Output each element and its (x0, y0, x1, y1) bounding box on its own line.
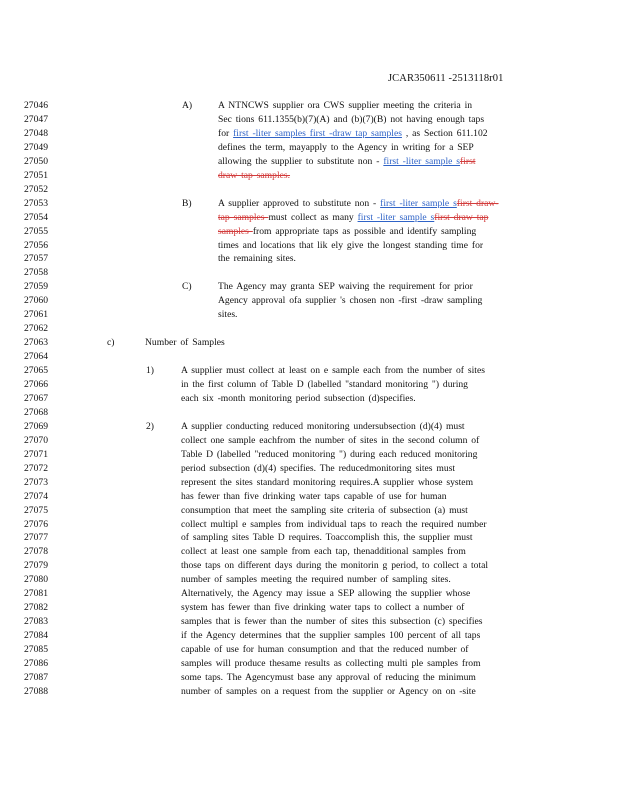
line-number: 27085 (24, 644, 48, 656)
document-line (0, 252, 618, 266)
document-header-id: JCAR350611 -2513118r01 (388, 73, 504, 84)
text-segment: consumption that meet the sampling site criteria of subsection (a) must (181, 504, 468, 516)
line-text (218, 252, 296, 266)
line-text (218, 239, 483, 253)
document-line (0, 545, 618, 559)
line-number: 27088 (24, 685, 48, 697)
document-line (0, 280, 618, 294)
text-segment: , as Section 611.102 (401, 127, 488, 139)
line-text (145, 336, 225, 350)
line-number: 27070 (24, 434, 48, 446)
document-line (0, 183, 618, 197)
line-text (218, 169, 290, 183)
text-segment: for (218, 127, 234, 139)
line-text (218, 141, 474, 155)
line-number: 27047 (24, 113, 48, 125)
line-text (181, 518, 487, 532)
line-number: 27067 (24, 392, 48, 404)
line-number: 27048 (24, 127, 48, 139)
line-text (181, 573, 451, 587)
line-number: 27081 (24, 588, 48, 600)
line-text (181, 657, 481, 671)
text-segment: samples that is fewer than the number of sites this subsection (c) specifies (181, 616, 483, 628)
line-text (181, 559, 488, 573)
document-line (0, 601, 618, 615)
document-line (0, 141, 618, 155)
document-line (0, 615, 618, 629)
line-text (218, 225, 476, 239)
line-text (181, 587, 470, 601)
item-label: B) (182, 197, 192, 209)
line-number: 27049 (24, 141, 48, 153)
item-label: A) (182, 100, 193, 111)
line-text (218, 308, 237, 322)
line-number: 27075 (24, 504, 48, 516)
deleted-text: tap samples (218, 211, 269, 223)
line-text (181, 504, 468, 518)
text-segment: collect multipl e samples from individual taps to reach the required number (181, 518, 487, 530)
text-segment: those taps on different days during the monitorin g period, to collect a total (181, 560, 489, 572)
line-number: 27069 (24, 420, 48, 432)
document-line (0, 685, 618, 699)
text-segment: represent the sites standard monitoring requires.A supplier whose system (181, 476, 474, 488)
line-number: 27076 (24, 518, 48, 530)
line-text (181, 643, 468, 657)
deleted-text: first draw- (456, 197, 499, 209)
line-number: 27057 (24, 253, 48, 265)
inserted-text: first -liter sample s (383, 155, 461, 167)
line-number: 27074 (24, 490, 48, 502)
line-number: 27077 (24, 532, 48, 544)
text-segment: A NTNCWS supplier ora CWS supplier meeting the criteria in (218, 100, 473, 111)
document-line (0, 462, 618, 476)
document-line (0, 99, 618, 113)
text-segment: has fewer than five drinking water taps capable of use for human (181, 490, 447, 502)
document-line (0, 629, 618, 643)
line-text (181, 448, 477, 462)
document-line (0, 518, 618, 532)
text-segment: Table D (labelled "reduced monitoring ") during each reduced monitoring (181, 448, 478, 460)
line-number: 27079 (24, 560, 48, 572)
line-text (181, 685, 476, 699)
line-number: 27066 (24, 379, 48, 390)
line-number: 27086 (24, 658, 48, 669)
line-text (218, 197, 499, 211)
text-segment: defines the term, mayapply to the Agency in writing for a SEP (218, 141, 474, 153)
text-segment: number of samples meeting the required number of sampling sites. (181, 574, 451, 586)
document-line (0, 476, 618, 490)
text-segment: samples will produce thesame results as collecting multi ple samples from (181, 658, 481, 669)
text-segment: some taps. The Agencymust base any approval of reducing the minimum (181, 671, 476, 683)
line-text (181, 545, 466, 559)
line-text (181, 615, 482, 629)
line-number: 27055 (24, 225, 48, 237)
line-number: 27073 (24, 476, 48, 488)
line-number: 27058 (24, 267, 48, 279)
document-line (0, 657, 618, 671)
line-text (218, 211, 488, 225)
line-number: 27071 (24, 448, 48, 460)
text-segment: from appropriate taps as possible and identify sampling (252, 225, 477, 237)
line-number: 27080 (24, 574, 48, 586)
line-text (181, 392, 416, 406)
line-text (181, 462, 455, 476)
line-text (181, 420, 465, 434)
line-number: 27072 (24, 462, 48, 474)
line-number: 27054 (24, 211, 48, 223)
document-line (0, 490, 618, 504)
text-segment: number of samples on a request from the supplier or Agency on on -site (181, 685, 476, 697)
text-segment: each six -month monitoring period subsection (d)specifies. (181, 392, 416, 404)
line-text (181, 601, 464, 615)
line-number: 27068 (24, 406, 48, 418)
text-segment: Agency approval ofa supplier 's chosen non -first -draw sampling (218, 295, 483, 307)
line-text (181, 671, 476, 685)
line-text (181, 434, 479, 448)
document-line (0, 225, 618, 239)
text-segment: A supplier must collect at least on e sample each from the number of sites (181, 365, 485, 377)
deleted-text: samples (218, 225, 253, 237)
text-segment: if the Agency determines that the supplier samples 100 percent of all taps (181, 630, 481, 642)
document-line (0, 364, 618, 378)
line-text (218, 294, 482, 308)
line-number: 27059 (24, 281, 48, 293)
document-line (0, 671, 618, 685)
text-segment: Number of Samples (145, 337, 225, 349)
document-line (0, 559, 618, 573)
text-segment: in the first column of Table D (labelled "standard monitoring ") during (181, 379, 468, 390)
deleted-text: draw tap samples. (218, 169, 291, 181)
line-number: 27082 (24, 602, 48, 614)
text-segment: collect one sample eachfrom the number of sites in the second column of (181, 434, 480, 446)
text-segment: sites. (218, 309, 238, 321)
line-text (181, 490, 447, 504)
document-line (0, 587, 618, 601)
document-line (0, 239, 618, 253)
document-line (0, 211, 618, 225)
text-segment: times and locations that lik ely give the longest standing time for (218, 239, 484, 251)
inserted-text: first -liter sample s (357, 211, 435, 223)
deleted-text: first (460, 155, 476, 167)
text-segment: collect at least one sample from each tap, thenadditional samples from (181, 546, 466, 558)
line-number: 27050 (24, 155, 48, 167)
document-line (0, 504, 618, 518)
document-line (0, 406, 618, 420)
line-number: 27062 (24, 323, 48, 335)
document-line (0, 350, 618, 364)
text-segment: of sampling sites Table D requires. Toaccomplish this, the supplier must (181, 532, 473, 544)
document-line (0, 127, 618, 141)
item-label: 1) (146, 365, 154, 377)
line-text (218, 113, 484, 127)
line-number: 27046 (24, 100, 48, 111)
document-line (0, 266, 618, 280)
line-number: 27051 (24, 169, 48, 181)
text-segment: must collect as many (268, 211, 358, 223)
line-number: 27056 (24, 239, 48, 251)
line-number: 27084 (24, 630, 48, 642)
line-number: 27053 (24, 197, 48, 209)
text-segment: the remaining sites. (218, 253, 296, 265)
text-segment: period subsection (d)(4) specifies. The reducedmonitoring sites must (181, 462, 456, 474)
line-number: 27060 (24, 295, 48, 307)
line-number: 27064 (24, 351, 48, 363)
deleted-text: first draw tap (434, 211, 489, 223)
document-line (0, 336, 618, 350)
line-number: 27061 (24, 309, 48, 321)
document-line (0, 169, 618, 183)
document-line (0, 294, 618, 308)
document-line (0, 378, 618, 392)
text-segment: A supplier conducting reduced monitoring undersubsection (d)(4) must (181, 420, 465, 432)
document-line (0, 392, 618, 406)
line-text (181, 629, 480, 643)
text-segment: allowing the supplier to substitute non - (218, 155, 384, 167)
text-segment: Alternatively, the Agency may issue a SEP allowing the supplier whose (181, 588, 471, 600)
document-line (0, 113, 618, 127)
item-label: c) (107, 337, 115, 349)
line-text (218, 155, 476, 169)
line-text (181, 476, 473, 490)
line-number: 27078 (24, 546, 48, 558)
line-text (181, 364, 485, 378)
document-line (0, 643, 618, 657)
text-segment: Sec tions 611.1355(b)(7)(A) and (b)(7)(B) not having enough taps (218, 113, 485, 125)
inserted-text: first -liter sample s (380, 197, 457, 209)
line-number: 27087 (24, 671, 48, 683)
text-segment: capable of use for human consumption and that the reduced number of (181, 644, 469, 656)
line-text (218, 280, 473, 294)
line-text (218, 127, 488, 141)
document-line (0, 573, 618, 587)
item-label: 2) (146, 420, 154, 432)
document-line (0, 322, 618, 336)
line-number: 27052 (24, 183, 48, 195)
document-line (0, 197, 618, 211)
line-number: 27083 (24, 616, 48, 628)
text-segment: system has fewer than five drinking water taps to collect a number of (181, 602, 465, 614)
document-line (0, 308, 618, 322)
item-label: C) (182, 281, 192, 293)
line-number: 27063 (24, 337, 48, 349)
line-text (218, 99, 472, 113)
document-line (0, 434, 618, 448)
document-line (0, 420, 618, 434)
line-text (181, 378, 468, 392)
line-text (181, 531, 472, 545)
document-line (0, 155, 618, 169)
text-segment: The Agency may granta SEP waiving the requirement for prior (218, 281, 473, 293)
text-segment: A supplier approved to substitute non - (218, 197, 381, 209)
document-line (0, 448, 618, 462)
inserted-text: first -liter samples first -draw tap samples (233, 127, 402, 139)
document-line (0, 531, 618, 545)
line-number: 27065 (24, 365, 48, 377)
